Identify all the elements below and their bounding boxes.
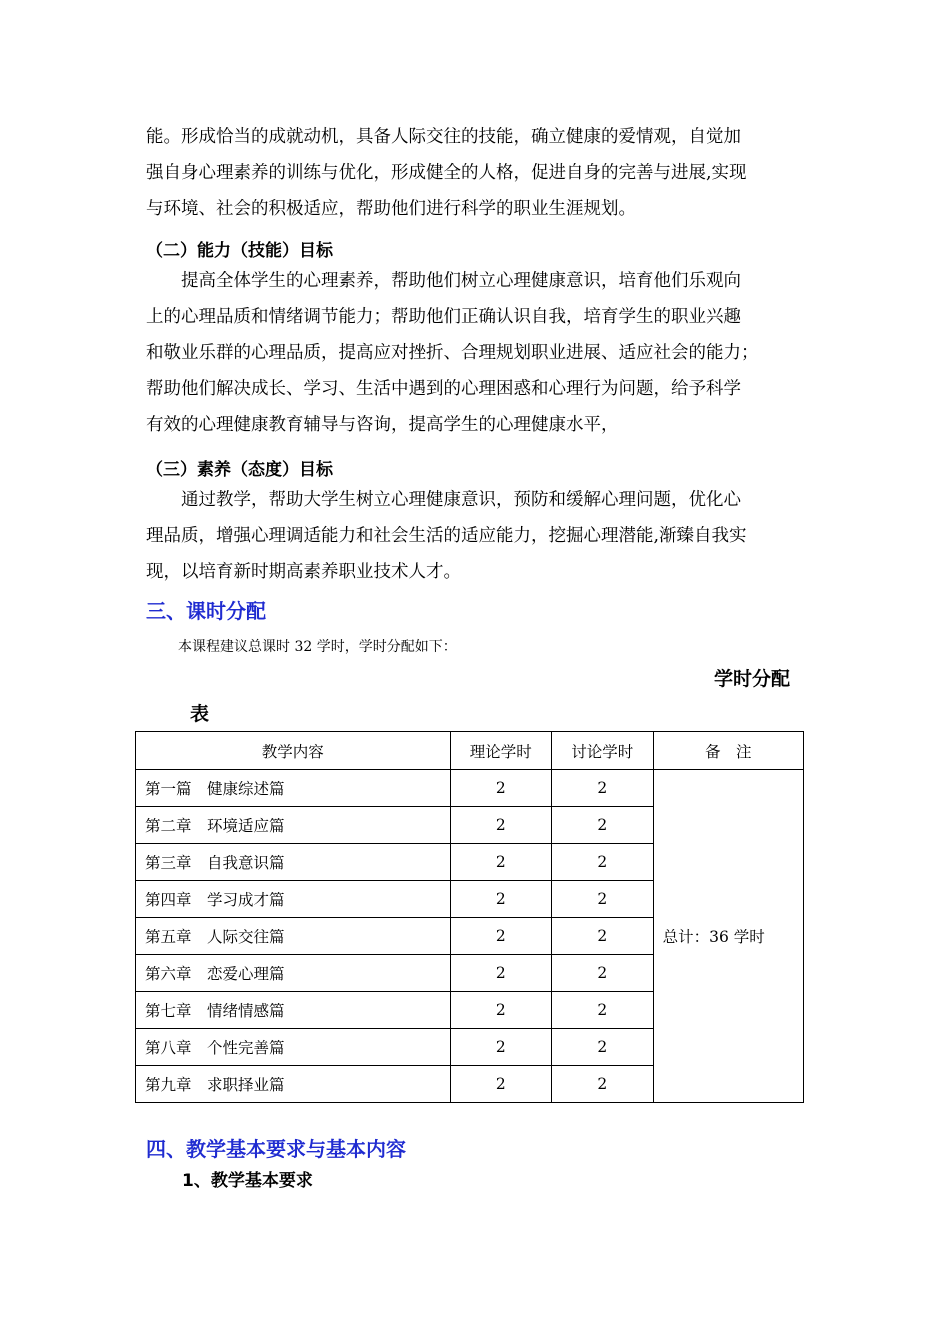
cell-theory: 2 [450, 881, 552, 918]
cell-remark-total: 总计：36 学时 [653, 770, 803, 1103]
text-line: 和敬业乐群的心理品质，提高应对挫折、合理规划职业进展、适应社会的能力； [146, 343, 759, 363]
text-line: 现，以培育新时期高素养职业技术人才。 [146, 562, 461, 582]
ability-paragraph [146, 263, 806, 443]
hours-table [135, 731, 804, 1103]
cell-theory: 2 [450, 1066, 552, 1103]
cell-content: 第八章 个性完善篇 [136, 1029, 451, 1066]
cell-discussion: 2 [552, 881, 654, 918]
cell-discussion: 2 [552, 992, 654, 1029]
section-heading-ability: （二）能力（技能）目标 [146, 241, 333, 261]
header-content: 教学内容 [136, 732, 451, 770]
text-line: 能。形成恰当的成就动机，具备人际交往的技能，确立健康的爱情观，自觉加 [146, 127, 741, 147]
text-line: 上的心理品质和情绪调节能力；帮助他们正确认识自我，培育学生的职业兴趣 [146, 307, 741, 327]
cell-theory: 2 [450, 918, 552, 955]
cell-discussion: 2 [552, 955, 654, 992]
cell-discussion: 2 [552, 844, 654, 881]
chapter-title-requirements: 四、教学基本要求与基本内容 [146, 1137, 406, 1161]
chapter-title-hours: 三、课时分配 [146, 599, 266, 623]
table-caption-part1: 学时分配 [714, 668, 791, 690]
cell-theory: 2 [450, 844, 552, 881]
hours-note: 本课程建议总课时 32 学时，学时分配如下： [178, 639, 457, 655]
text-line: 通过教学，帮助大学生树立心理健康意识，预防和缓解心理问题，优化心 [146, 490, 741, 510]
cell-discussion: 2 [552, 770, 654, 807]
cell-content: 第二章 环境适应篇 [136, 807, 451, 844]
text-line: 理品质，增强心理调适能力和社会生活的适应能力，挖掘心理潜能,渐臻自我实 [146, 526, 747, 546]
text-line: 提高全体学生的心理素养，帮助他们树立心理健康意识，培育他们乐观向 [146, 271, 741, 291]
table-header-row [136, 732, 804, 770]
cell-content: 第七章 情绪情感篇 [136, 992, 451, 1029]
cell-theory: 2 [450, 955, 552, 992]
cell-theory: 2 [450, 1029, 552, 1066]
cell-discussion: 2 [552, 1029, 654, 1066]
cell-content: 第一篇 健康综述篇 [136, 770, 451, 807]
cell-theory: 2 [450, 807, 552, 844]
attitude-paragraph [146, 482, 806, 590]
text-line: 帮助他们解决成长、学习、生活中遇到的心理困惑和心理行为问题，给予科学 [146, 379, 741, 399]
table-caption-part2: 表 [190, 703, 210, 725]
text-line: 强自身心理素养的训练与优化，形成健全的人格，促进自身的完善与进展,实现 [146, 163, 747, 183]
header-remark: 备 注 [653, 732, 803, 770]
cell-content: 第九章 求职择业篇 [136, 1066, 451, 1103]
text-line: 与环境、社会的积极适应，帮助他们进行科学的职业生涯规划。 [146, 199, 636, 219]
section-heading-attitude: （三）素养（态度）目标 [146, 460, 333, 480]
cell-discussion: 2 [552, 807, 654, 844]
subsection-teaching-requirements: 1、教学基本要求 [182, 1171, 313, 1191]
cell-content: 第四章 学习成才篇 [136, 881, 451, 918]
cell-theory: 2 [450, 992, 552, 1029]
cell-content: 第六章 恋爱心理篇 [136, 955, 451, 992]
table-row [136, 770, 804, 807]
text-line: 有效的心理健康教育辅导与咨询，提高学生的心理健康水平， [146, 415, 619, 435]
header-discussion: 讨论学时 [552, 732, 654, 770]
cell-content: 第三章 自我意识篇 [136, 844, 451, 881]
cell-theory: 2 [450, 770, 552, 807]
cell-discussion: 2 [552, 918, 654, 955]
header-theory: 理论学时 [450, 732, 552, 770]
intro-paragraph [146, 119, 806, 227]
cell-content: 第五章 人际交往篇 [136, 918, 451, 955]
cell-discussion: 2 [552, 1066, 654, 1103]
